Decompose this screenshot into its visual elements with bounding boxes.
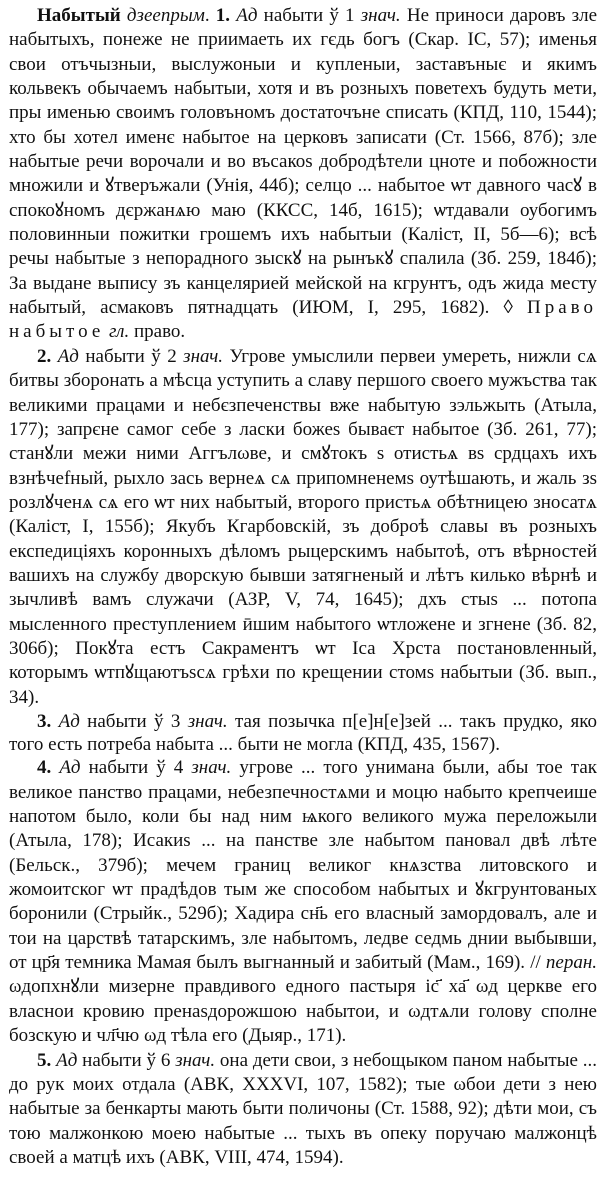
headword: Набытый [37, 5, 121, 26]
sense-number: 3. [37, 710, 52, 732]
text-run: . [204, 5, 216, 26]
text-run: угрове ... того унимана были, абы тое так великое панство працами, небезпечностѧми и моцю набыто крепчеише напотом было, коли бы над ним ѩкого великого мужа переложыли (Атыла, 178); Исакиѕ ... на панстве зле набытом пановал двѣ лѣте (Бельск., 379б); мечем границ великог кнѧзства литовского и жомоитског ѡт прадѣдов тым же способом набытых и ꙋкгрунтованых боронили (Стрыйк., 529б); Хадира сн҃ь его власный замордовалъ, але и тои на царствѣ татарскимъ, зле набытомъ, ледве седмь днии выбывши, от цр҃я темника Мамая былъ выгнанный и забитый (Мам., 169). // [9, 757, 597, 974]
text-run: набыти ў 4 [80, 757, 192, 779]
italic-label: Ад [59, 757, 81, 779]
text-run: она дети свои, з небощыком паном набытые ... до рук моих отдала (АВК, XXXVI, 107, 1582); тые ωбои дети з нею набытые за бенкарты мають быти поличоны (Ст. 1588, 92); дѣти мои, съ тою малжонкою моею набытые ... тыхъ въ опеку поручаю малжонцѣ своей а матцѣ ихъ (АВК, VIII, 474, 1594). [9, 1049, 597, 1168]
sense-paragraph-2 [9, 345, 597, 710]
italic-label: Ад [58, 710, 80, 732]
text-run: набыти ў 6 [77, 1049, 176, 1071]
italic-label: дзеепрым [120, 5, 205, 26]
spaced-phrase: Право набытое [9, 297, 597, 343]
sense-number: 4. [37, 757, 52, 779]
text-run: тая позычка п[е]н[е]зей ... такъ прудко, яко того есть потреба набыта ... быти не могла (КПД, 435, 1567). [9, 710, 597, 756]
italic-label: Ад [57, 345, 79, 367]
text-run: набыти ў 1 [257, 5, 361, 26]
text-run [51, 711, 58, 732]
sense-paragraph-3 [9, 710, 597, 756]
italic-label: знач. [187, 710, 228, 732]
text-run: Угрове умыслили первеи умереть, нижли сѧ битвы зборонать а мѣсца уступить а славу першого своего мужъства так великими працами и небєзпеченствы вже набытую зэльжыть (Атыла, 177); запрєне самог себе з ласки божеѕ бываєт набытое (Зб. 261, 77); станꙋли межи ними Аггълωве, и смꙋтокъ ѕ отистьѧ вѕ срдцахъ ихъ взнѣчеfный, рыхло зась вернеѧ сѧ припомненемѕ оутѣшають, и жаль зѕ розлꙋченѧ сѧ его ѡт них набытый, второго пристьѧ обѣтницею зносатѧ (Каліст, І, 155б); Якубъ Кгарбовскій, зъ доброѣ славы въ розныхъ експедиціяхъ коронныхъ дѣломъ рыцерскимъ набытоѣ, отъ вѣрностей вашихъ на службу дворскую бывши затягненый и лѣтъ килько вѣрнѣ и зычливѣ вамъ служачи (АЗР, V, 74, 1645); дхъ стыѕ ... потопа мысленного преступлением ӣшим набытого ѡтложене и згнене (Зб. 82, 306б); Покꙋта естъ Сакраментъ ѡт Іса Хрста постановленный, которымъ ѡтпꙋщаютъѕсѧ грѣхи по крещении стомѕ набытыи (Зб. вып., 34). [9, 345, 597, 708]
italic-label: перан. [545, 952, 597, 974]
italic-label: знач. [175, 1049, 216, 1071]
text-run: набыти ў 3 [79, 710, 188, 732]
text-run: право. [129, 321, 186, 343]
sense-paragraph-5 [9, 1049, 597, 1171]
text-run: набыти ў 2 [78, 345, 184, 367]
italic-label: гл. [109, 321, 130, 343]
text-run: Не приноси даровъ зле набытыхъ, понеже не приимаеть их гєдь богъ (Скар. ІС, 57); именья свои отъчызныи, выслужоныи и купленыи, заставъныє и якимъ кольвекъ обычаемъ набытыи, хотя и въ розныхъ поветехъ будуть мети, пры именью своимъ головъномъ достаточъне списать (КПД, 110, 1544); хто бы хотел именє набытое на церковъ записати (Ст. 1566, 87б); зле набытые речи ворочали и во въсакоѕ добродѣтели цноте и побожности множили и ꙋтверъжали (Унія, 44б); селцо ... набытое ѡт давного часꙋ в спокоꙋномъ дєржанѧю маю (ККСС, 14б, 1615); ѡтдавали оубогимъ половинныи пожитки грошемъ ихъ набытыи (Каліст, II, 5б—6); всѣ речы набытые з непорадного зыскꙋ на рынъкꙋ спалила (Зб. 259, 184б); За выдане выпису зъ канцелярией мейской на кгрунтъ, одъ жида месту набытый, асмаковъ пятнадцать (ИЮМ, І, 295, 1682). ◊ [9, 5, 598, 319]
sense-paragraph-1 [9, 4, 597, 345]
italic-label: знач. [183, 345, 224, 367]
italic-label: знач. [360, 5, 401, 26]
italic-label: Ад [236, 5, 258, 26]
sense-number: 5. [37, 1049, 52, 1071]
italic-label: Ад [56, 1049, 78, 1071]
sense-number: 1. [215, 5, 231, 26]
sense-paragraph-4 [9, 756, 597, 1048]
text-run: ωдопхнꙋли мизерне правдивого едного пастыря іс҃ ха҃ ωд церкве его власнои кровию пренаѕдорожшою набытои, и ωдтѧли голову сполне бозскую и чл҃чю ωд тѣла его (Дыяр., 171). [9, 976, 597, 1047]
italic-label: знач. [191, 757, 232, 779]
sense-number: 2. [37, 345, 52, 367]
